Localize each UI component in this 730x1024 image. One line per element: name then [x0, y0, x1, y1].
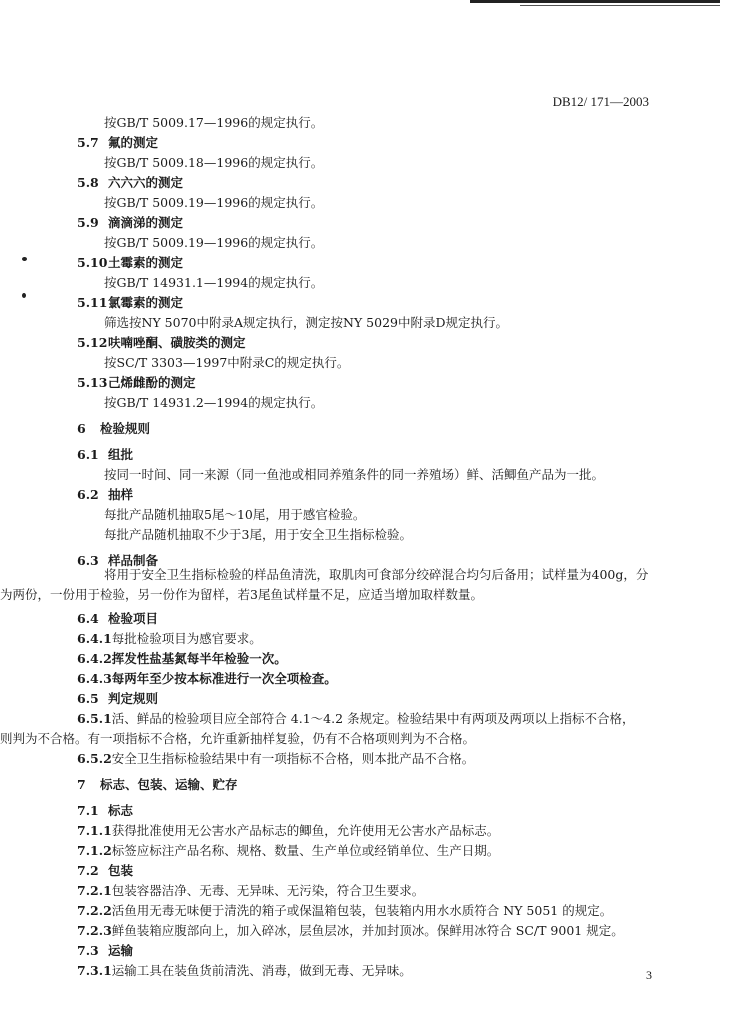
section-number: 6.4.3 [77, 671, 112, 686]
section-number: 7.3.1 [77, 963, 112, 978]
section-title: 每批检验项目为感官要求。 [111, 631, 262, 646]
section-title: 抽样 [108, 487, 134, 502]
section-number: 7.1 [77, 803, 99, 818]
section-number: 7.3 [77, 943, 99, 958]
section-title: 运输工具在装鱼货前清洗、消毒，做到无毒、无异味。 [111, 963, 412, 978]
section-heading [77, 963, 412, 979]
paragraph-text: 按GB/T 5009.19—1996的规定执行。 [104, 195, 324, 210]
section-heading [77, 691, 158, 707]
section-heading [77, 335, 246, 351]
paragraph-text: 按同一时间、同一来源（同一鱼池或相同养殖条件的同一养殖场）鲜、活鲫鱼产品为一批。 [104, 467, 605, 482]
paragraph-continuation: 则判为不合格。有一项指标不合格，允许重新抽样复验，仍有不合格项则判为不合格。 [0, 731, 476, 746]
section-title: 呋喃唑酮、磺胺类的测定 [108, 335, 246, 350]
section-title: 获得批准使用无公害水产品标志的鲫鱼，允许使用无公害水产品标志。 [111, 823, 500, 838]
paragraph-text: 每批产品随机抽取5尾～10尾，用于感官检验。 [104, 507, 366, 522]
section-heading [77, 611, 158, 627]
section-title: 判定规则 [108, 691, 159, 706]
section-number: 6.1 [77, 447, 99, 462]
section-heading [77, 215, 183, 231]
section-heading [77, 903, 612, 919]
section-heading [77, 487, 133, 503]
scan-speck [22, 257, 27, 261]
section-number: 7.2.3 [77, 923, 112, 938]
paragraph-text: 将用于安全卫生指标检验的样品鱼清洗，取肌肉可食部分绞碎混合均匀后备用；试样量为400g，分 [104, 567, 649, 582]
paragraph-text: 按GB/T 5009.19—1996的规定执行。 [104, 235, 324, 250]
section-number: 7.2.1 [77, 883, 112, 898]
section-heading [77, 777, 238, 793]
section-number: 5.9 [77, 215, 99, 230]
section-title: 包装容器洁净、无毒、无异味、无污染，符合卫生要求。 [111, 883, 425, 898]
section-title: 挥发性盐基氮每半年检验一次。 [111, 651, 287, 666]
section-title: 运输 [108, 943, 134, 958]
paragraph-text: 按GB/T 5009.17—1996的规定执行。 [104, 115, 324, 130]
section-title: 标签应标注产品名称、规格、数量、生产单位或经销单位、生产日期。 [111, 843, 500, 858]
section-number: 5.8 [77, 175, 99, 190]
section-heading [77, 923, 624, 939]
section-number: 6.5.1 [77, 711, 112, 726]
section-number: 5.12 [77, 335, 108, 350]
section-number: 6.2 [77, 487, 99, 502]
section-heading [77, 175, 183, 191]
section-heading [77, 943, 133, 959]
section-heading [77, 823, 499, 839]
paragraph-text: 筛选按NY 5070中附录A规定执行，测定按NY 5029中附录D规定执行。 [104, 315, 508, 330]
section-title: 氟的测定 [108, 135, 159, 150]
section-heading [77, 751, 474, 767]
paragraph-text: 按GB/T 5009.18—1996的规定执行。 [104, 155, 324, 170]
section-heading [77, 447, 133, 463]
section-heading [77, 421, 150, 437]
section-title: 氯霉素的测定 [108, 295, 184, 310]
paragraph-text: 按GB/T 14931.1—1994的规定执行。 [104, 275, 324, 290]
section-title: 样品制备 [108, 553, 159, 568]
section-number: 6.3 [77, 553, 99, 568]
section-number: 7.1.1 [77, 823, 112, 838]
section-title: 包装 [108, 863, 134, 878]
section-heading [77, 671, 337, 687]
section-heading [77, 295, 183, 311]
section-title: 标志 [108, 803, 134, 818]
section-number: 6.4.2 [77, 651, 112, 666]
section-number: 5.13 [77, 375, 108, 390]
paragraph-text: 每批产品随机抽取不少于3尾，用于安全卫生指标检验。 [104, 527, 412, 542]
section-title: 活鱼用无毒无味便于清洗的箱子或保温箱包装，包装箱内用水水质符合 NY 5051 的规定。 [111, 903, 613, 918]
section-number: 5.10 [77, 255, 108, 270]
section-number: 6.4 [77, 611, 99, 626]
section-number: 6.5.2 [77, 751, 112, 766]
section-number: 5.7 [77, 135, 99, 150]
section-number: 7.2.2 [77, 903, 112, 918]
section-heading [77, 711, 635, 727]
section-number: 7.2 [77, 863, 99, 878]
scan-speck [22, 293, 26, 298]
paragraph-text: 按GB/T 14931.2—1994的规定执行。 [104, 395, 324, 410]
section-title: 鲜鱼装箱应腹部向上，加入碎冰，层鱼层冰，并加封顶冰。保鲜用冰符合 SC/T 9001 规定。 [111, 923, 624, 938]
section-heading [77, 631, 262, 647]
section-title: 检验项目 [108, 611, 159, 626]
section-number: 7 [77, 777, 86, 792]
section-title: 活、鲜品的检验项目应全部符合 4.1～4.2 条规定。检验结果中有两项及两项以上指标不合格， [111, 711, 635, 726]
section-heading [77, 803, 133, 819]
section-number: 6 [77, 421, 86, 436]
scan-edge-mark-thin [520, 5, 720, 6]
section-title: 每两年至少按本标准进行一次全项检查。 [111, 671, 337, 686]
section-number: 5.11 [77, 295, 108, 310]
section-number: 6.5 [77, 691, 99, 706]
section-title: 滴滴涕的测定 [108, 215, 184, 230]
section-heading [77, 375, 196, 391]
section-heading [77, 651, 287, 667]
section-heading [77, 255, 183, 271]
document-number: DB12/ 171—2003 [552, 94, 649, 109]
section-title: 组批 [108, 447, 134, 462]
section-number: 6.4.1 [77, 631, 112, 646]
paragraph-text: 按SC/T 3303—1997中附录C的规定执行。 [104, 355, 350, 370]
section-number: 7.1.2 [77, 843, 112, 858]
section-title: 六六六的测定 [108, 175, 184, 190]
section-heading [77, 135, 158, 151]
section-heading [77, 863, 133, 879]
section-title: 土霉素的测定 [108, 255, 184, 270]
section-title: 安全卫生指标检验结果中有一项指标不合格，则本批产品不合格。 [111, 751, 475, 766]
scan-edge-mark [470, 0, 720, 3]
section-title: 标志、包装、运输、贮存 [100, 777, 238, 792]
paragraph-continuation: 为两份，一份用于检验，另一份作为留样，若3尾鱼试样量不足，应适当增加取样数量。 [0, 587, 483, 602]
section-heading [77, 843, 499, 859]
page-number: 3 [646, 968, 652, 982]
section-heading [77, 883, 424, 899]
section-title: 己烯雌酚的测定 [108, 375, 196, 390]
section-title: 检验规则 [100, 421, 151, 436]
